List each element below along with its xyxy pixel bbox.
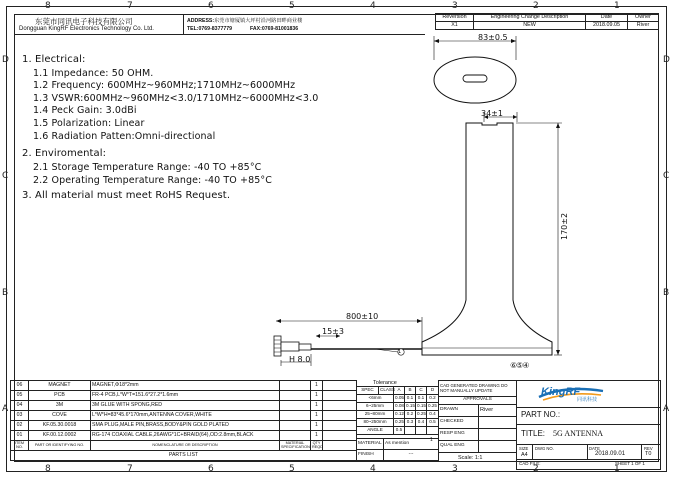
rev-value-date: 2018.09.05 <box>586 22 628 30</box>
parts-list-footer: PARTS LIST <box>11 451 357 461</box>
spec-line: 2. Enviromental: <box>22 148 107 159</box>
spec-line: 1.3 VSWR:600MHz~960MHz<3.0/1710MHz~6000MHz<3.0 <box>33 93 319 104</box>
parts-cell <box>280 401 311 411</box>
tolerance-header-cell: B <box>405 387 416 395</box>
parts-cell <box>323 421 357 431</box>
tolerance-cell: <6mm <box>357 395 394 403</box>
zone-marker-left: C <box>2 171 9 181</box>
rev-header-owner: Owner <box>628 14 659 22</box>
zone-marker-bottom: 8 <box>45 464 51 474</box>
tolerance-table <box>356 386 439 435</box>
tolerance-cell: 0.25 <box>416 411 427 419</box>
revision-table <box>435 13 659 30</box>
cad-note: CAD GENERATED DRAWING DO NOT MANUALLY UPDATE <box>439 381 517 397</box>
tolerance-cell: ANGLE <box>357 427 394 435</box>
parts-row <box>11 391 357 401</box>
company-name-en: Dongguan KingRF Electronics Technology Co. Ltd. <box>19 26 154 32</box>
tolerance-title: Tolerance <box>373 380 397 386</box>
address-label: ADDRESS: <box>187 18 215 24</box>
tolerance-header-cell: D <box>427 387 439 395</box>
sma-plug <box>274 336 311 356</box>
tolerance-row <box>357 427 439 435</box>
approvals-table <box>438 380 517 453</box>
checked-value <box>479 417 517 429</box>
parts-cell: 01 <box>11 431 29 441</box>
spec-line: 1.6 Radiation Patten:Omni-directional <box>33 131 216 142</box>
drawn-by: River <box>479 405 517 417</box>
dwg-no-label: DWG NO. <box>535 446 554 451</box>
qual-eng-value <box>479 441 517 453</box>
parts-cell: 06 <box>11 381 29 391</box>
tolerance-cell: 6~25mm <box>357 403 394 411</box>
parts-cell: FR-4 PCB,L*W*T=151.6*27.2*1.6mm <box>91 391 280 401</box>
tolerance-cell: 25~80mm <box>357 411 394 419</box>
sheet-label: SHEET 1 OF 1 <box>615 461 645 466</box>
spec-line: 1.5 Polarization: Linear <box>33 118 145 129</box>
tolerance-cell: 80~250mm <box>357 419 394 427</box>
company-address <box>187 17 302 24</box>
parts-cell: COVE <box>29 411 91 421</box>
dim-plug-height: H 8.0 <box>289 355 311 364</box>
parts-cell: 1 <box>311 391 323 401</box>
zone-marker-bottom: 4 <box>370 464 376 474</box>
tolerance-cell: 0.2 <box>405 411 416 419</box>
spec-line: 2.2 Operating Temperature Range: -40 TO +85°C <box>33 175 272 186</box>
size-label: SIZE <box>519 446 529 451</box>
parts-cell <box>323 411 357 421</box>
callouts-bottom: ⑥⑤④ <box>510 361 529 370</box>
scale-label: Scale: 1:1 <box>458 455 483 461</box>
qual-eng-label: QUAL ENG <box>439 441 479 453</box>
zone-marker-left: A <box>2 404 9 414</box>
zone-marker-top: 6 <box>208 1 214 11</box>
rev-value-owner: River <box>628 22 659 30</box>
zone-marker-bottom: 1 <box>614 464 620 474</box>
tolerance-cell: 0.1 <box>416 395 427 403</box>
zone-marker-right: D <box>663 55 670 65</box>
antenna-mast <box>422 123 552 355</box>
zone-marker-left: B <box>2 288 9 298</box>
tolerance-row <box>357 411 439 419</box>
zone-marker-right: B <box>663 288 670 298</box>
parts-cell <box>280 411 311 421</box>
parts-cell <box>323 381 357 391</box>
parts-header-cell: QTY REQD <box>312 440 323 449</box>
tolerance-header-cell: C <box>416 387 427 395</box>
dim-width: 83±0.5 <box>478 33 508 42</box>
parts-row <box>11 381 357 391</box>
zone-marker-right: A <box>663 404 670 414</box>
parts-row <box>11 401 357 411</box>
parts-header-cell: ITEM NO. <box>11 441 29 451</box>
spec-line: 1.4 Peck Gain: 3.0dBi <box>33 105 137 116</box>
resp-eng-value <box>479 429 517 441</box>
drawn-label: DRAWN <box>439 405 479 417</box>
rev-value: T0 <box>645 451 652 457</box>
zone-marker-top: 7 <box>127 1 133 11</box>
logo-text: KingRF <box>541 386 581 398</box>
size-value: A4 <box>521 452 528 458</box>
tolerance-header-cell: CLASS <box>379 387 394 395</box>
company-name-cn: 东莞市同讯电子科技有限公司 <box>35 17 133 26</box>
parts-cell: 3M GLUE WITH SPONG,RED <box>91 401 280 411</box>
parts-cell: L*W*H=83*45.6*170mm,ANTENNA COVER,WHITE <box>91 411 280 421</box>
tolerance-header-cell: A <box>394 387 405 395</box>
title-block <box>516 380 661 470</box>
kingrf-logo <box>535 383 607 405</box>
parts-cell: SMA PLUG,MALE PIN,BRASS,BODY&PIN GOLD PLATED <box>91 421 280 431</box>
parts-cell: MAGNET,Φ18*2mm <box>91 381 280 391</box>
tolerance-cell: 0.15 <box>405 403 416 411</box>
approvals-mark: 1 <box>430 437 433 443</box>
title-label: TITLE: <box>521 429 546 438</box>
parts-cell <box>280 421 311 431</box>
material-finish-table <box>356 438 439 461</box>
tolerance-cell: 0.08 <box>394 403 405 411</box>
tolerance-cell: 0.05 <box>394 395 405 403</box>
tolerance-cell: 0.3 <box>405 419 416 427</box>
parts-cell: MAGNET <box>29 381 91 391</box>
material-value: As mention <box>384 439 439 450</box>
parts-row <box>11 421 357 431</box>
dim-cable-length: 800±10 <box>346 312 379 321</box>
parts-cell <box>280 391 311 401</box>
zone-marker-top: 4 <box>370 1 376 11</box>
parts-cell: RG-174 COAXIAL CABLE,26AWG*1C+BRAID(64),OD:2.8mm,BLACK <box>91 431 280 441</box>
zone-marker-left: D <box>2 55 9 65</box>
parts-cell: 03 <box>11 411 29 421</box>
antenna-top-slot <box>463 75 487 82</box>
antenna-drawing <box>260 30 660 380</box>
parts-cell: 1 <box>311 401 323 411</box>
parts-cell: 1 <box>311 421 323 431</box>
parts-cell: 04 <box>11 401 29 411</box>
parts-row <box>11 411 357 421</box>
zone-marker-top: 5 <box>289 1 295 11</box>
callout-1: 1 <box>398 349 402 355</box>
parts-cell <box>280 431 311 441</box>
date-value: 2018.09.01 <box>595 451 626 457</box>
parts-header-cell: PART OR IDENTIFYING NO. <box>29 441 91 451</box>
tolerance-row <box>357 395 439 403</box>
tolerance-cell <box>405 427 416 435</box>
tolerance-cell: 0.1 <box>405 395 416 403</box>
parts-cell <box>323 391 357 401</box>
spec-line: 1.1 Impedance: 50 OHM. <box>33 68 154 79</box>
tolerance-cell: 0.4 <box>427 411 439 419</box>
parts-header-cell: MATERIAL SPECIFICATION <box>281 440 310 449</box>
date-label: DATE <box>589 446 600 451</box>
parts-cell: 3M <box>29 401 91 411</box>
parts-row <box>11 431 357 441</box>
rev-header-description: Engineering Change Description <box>474 14 586 22</box>
parts-list-table <box>10 380 357 461</box>
zone-marker-bottom: 6 <box>208 464 214 474</box>
tolerance-cell: 0.4 <box>416 419 427 427</box>
parts-cell: 02 <box>11 421 29 431</box>
part-no-label: PART NO.: <box>521 410 561 419</box>
company-tel: TEL:0769-8377779 <box>187 26 232 32</box>
spec-line: 1. Electrical: <box>22 54 86 65</box>
zone-marker-bottom: 7 <box>127 464 133 474</box>
parts-cell: 1 <box>311 431 323 441</box>
rev-header-reversion: Reversion <box>436 14 474 22</box>
parts-header-cell: NOMENCLATURE OR DESCRIPTION <box>91 441 280 451</box>
parts-cell: 1 <box>311 381 323 391</box>
spec-line: 1.2 Frequency: 600MHz~960MHz;1710MHz~6000MHz <box>33 80 296 91</box>
cad-file-label: CAD FILE: <box>519 461 541 466</box>
parts-cell <box>323 431 357 441</box>
rev-value-reversion: X1 <box>436 22 474 30</box>
parts-cell: KF.00.12.0002 <box>29 431 91 441</box>
spec-line: 3. All material must meet RoHS Request. <box>22 190 231 201</box>
finish-label: FINISH <box>357 450 384 461</box>
dim-neck: 34±1 <box>481 109 503 118</box>
tolerance-cell: 0.12 <box>394 411 405 419</box>
approvals-label: APPROVALS <box>439 397 517 405</box>
rev-header-date: Date <box>586 14 628 22</box>
zone-marker-bottom: 3 <box>452 464 458 474</box>
parts-cell: 1 <box>311 411 323 421</box>
tolerance-cell: 0.5 <box>394 427 405 435</box>
tolerance-row <box>357 403 439 411</box>
tolerance-cell: 0.25 <box>394 419 405 427</box>
zone-marker-right: C <box>663 171 670 181</box>
parts-header-cell <box>323 441 357 451</box>
drawing-title: 5G ANTENNA <box>553 429 603 438</box>
zone-marker-top: 2 <box>533 1 539 11</box>
tolerance-cell <box>416 427 427 435</box>
tolerance-cell: 0.25 <box>427 403 439 411</box>
tolerance-cell: 0.15 <box>416 403 427 411</box>
checked-label: CHECKED <box>439 417 479 429</box>
tolerance-cell: 0.5 <box>427 419 439 427</box>
material-label: MATERIAL <box>357 439 384 450</box>
tolerance-cell <box>427 427 439 435</box>
rev-label: REV <box>644 446 653 451</box>
spec-line: 2.1 Storage Temperature Range: -40 TO +85°C <box>33 162 262 173</box>
parts-cell: PCB <box>29 391 91 401</box>
parts-cell: 05 <box>11 391 29 401</box>
parts-cell: KF.05.30.0018 <box>29 421 91 431</box>
parts-cell <box>323 401 357 411</box>
dim-height: 170±2 <box>560 212 569 240</box>
zone-marker-top: 8 <box>45 1 51 11</box>
parts-cell <box>280 381 311 391</box>
zone-marker-bottom: 2 <box>533 464 539 474</box>
finish-value: --- <box>384 450 439 461</box>
tolerance-header-cell: SPEC <box>357 387 379 395</box>
company-fax: FAX:0769-81001836 <box>250 26 299 32</box>
zone-marker-top: 3 <box>452 1 458 11</box>
dim-strip: 15±3 <box>322 327 344 336</box>
tolerance-row <box>357 419 439 427</box>
parts-header-row <box>11 441 357 451</box>
zone-marker-bottom: 5 <box>289 464 295 474</box>
address-value: 东莞市塘厦镇大坪村沿河路田畔商业楼 <box>214 18 303 24</box>
tolerance-cell: 0.2 <box>427 395 439 403</box>
zone-marker-top: 1 <box>614 1 620 11</box>
rev-value-description: NEW <box>474 22 586 30</box>
logo-subtext: 同讯科技 <box>577 397 598 403</box>
resp-eng-label: RESP ENG <box>439 429 479 441</box>
